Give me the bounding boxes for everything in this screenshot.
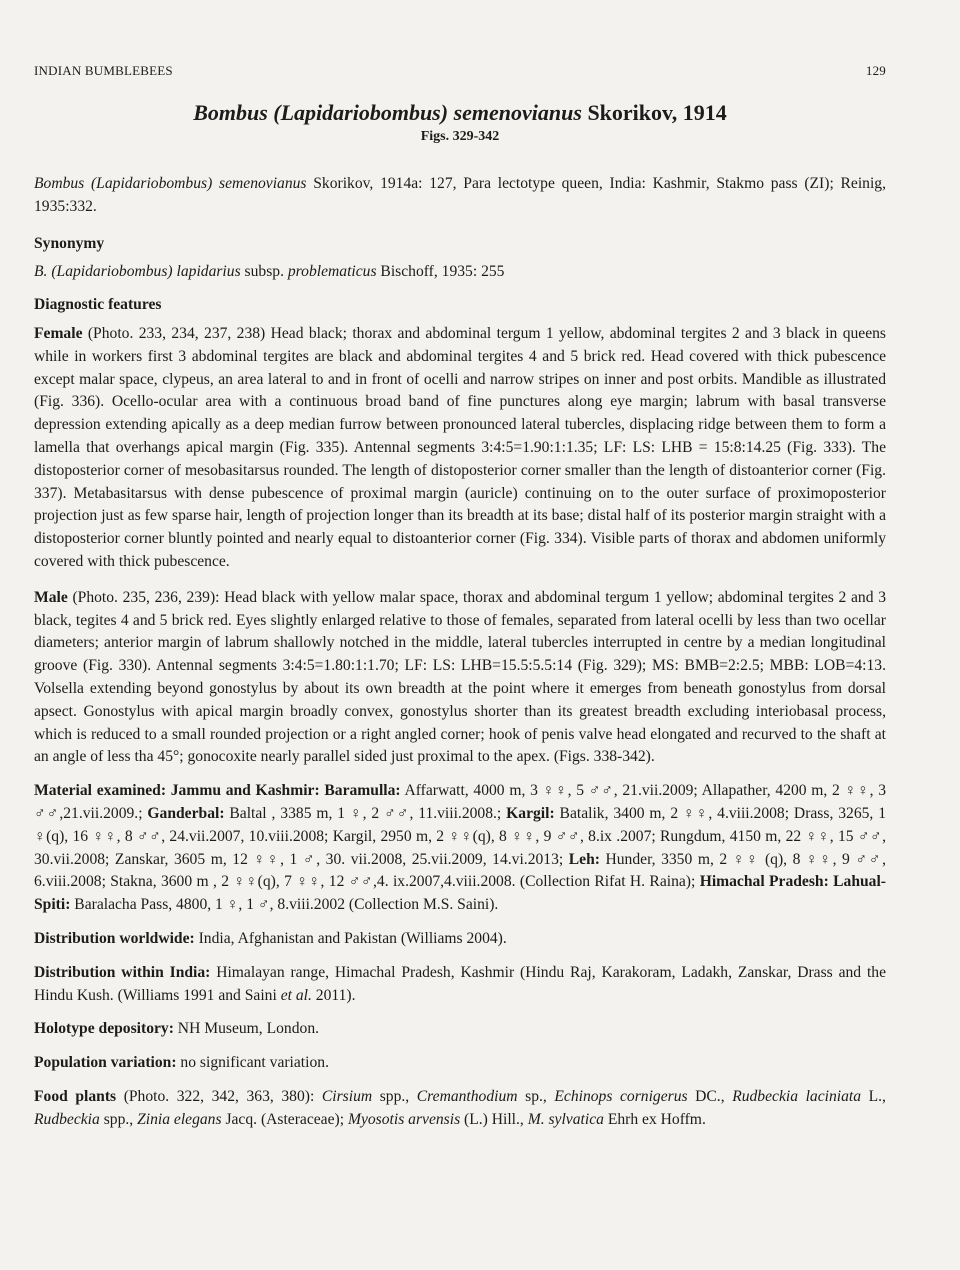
running-header [34, 63, 886, 79]
article-body [34, 173, 886, 1131]
holotype-label: Holotype depository: [34, 1020, 174, 1038]
plant-name: Rudbeckia [34, 1110, 100, 1128]
material-text: Baralacha Pass, 4800, 1 ♀, 1 ♂, 8.viii.2002 (Collection M.S. Saini). [70, 896, 499, 914]
food-text: (Photo. 322, 342, 363, 380): [116, 1087, 322, 1105]
plant-name: Cirsium [321, 1087, 373, 1105]
distribution-india-label: Distribution within India: [34, 963, 211, 981]
holotype-paragraph [34, 1018, 886, 1041]
plant-name: Echinops cornigerus [554, 1087, 688, 1105]
title-subgenus: (Lapidariobombus) [273, 100, 449, 125]
material-text: Batalik, 3400 m, 2 ♀♀, 4.viii.2008; Drass, 3265, 1 ♀(q), 16 ♀♀, 8 ♂♂, 24.vii.2007, 10.viii.2008; Kargil, 2950 m, 2 ♀♀(q), 8 ♀♀, 9 ♂♂, 8.ix .2007; Rungdum, 4150 m, 22 ♀♀, 15 ♂♂, 30.vii.2008; Zanskar, 3605 m, 12 ♀♀, 1 ♂, 30. vii.2008, 25.vii.2009, 14.vi.2013; [34, 804, 886, 868]
species-title [34, 100, 886, 126]
material-text: Baltal , 3385 m, 1 ♀, 2 ♂♂, 11.viii.2008.; [224, 804, 507, 822]
title-genus: Bombus [193, 100, 268, 125]
male-label: Male [34, 588, 68, 606]
male-paragraph [34, 587, 886, 769]
synonymy-name: B. (Lapidariobombus) lapidarius [34, 263, 241, 281]
distribution-worldwide-text: India, Afghanistan and Pakistan (Williams 2004). [194, 929, 507, 947]
material-text: Hunder, 3350 m, 2 ♀♀ (q), 8 ♀♀, 9 ♂♂, 6.viii.2008; Stakna, 3600 m , 2 ♀♀(q), 7 ♀♀, 12 ♂♂,4. ix.2007,4.viii.2008. (Collection Rifat H. Raina); [34, 850, 886, 891]
running-title: INDIAN BUMBLEBEES [34, 63, 173, 78]
synonymy-heading: Synonymy [34, 234, 105, 252]
figure-reference: Figs. 329-342 [420, 129, 500, 144]
food-text: spp., [99, 1110, 138, 1128]
food-plants-label: Food plants [34, 1087, 117, 1105]
female-paragraph [34, 323, 886, 574]
plant-name: Cremanthodium [416, 1087, 518, 1105]
female-label: Female [34, 324, 83, 342]
material-leh: Leh: [568, 850, 600, 868]
food-text: sp., [517, 1087, 555, 1105]
synonymy-paragraph [34, 261, 886, 284]
synonymy-text: subsp. [240, 263, 288, 281]
food-text: DC., [687, 1087, 733, 1105]
food-text: (L.) Hill., [460, 1110, 528, 1128]
material-kargil: Kargil: [506, 804, 555, 822]
food-plants-paragraph [34, 1086, 886, 1132]
distribution-worldwide [34, 928, 886, 951]
title-author: Skorikov, 1914 [587, 100, 727, 125]
page-number: 129 [865, 63, 886, 78]
plant-name: Zinia elegans [137, 1110, 222, 1128]
synonymy-author: Bischoff, 1935: 255 [376, 263, 505, 281]
female-text: (Photo. 233, 234, 237, 238) Head black; thorax and abdominal tergum 1 yellow, abdominal tergites 2 and 3 black in queens while in workers first 3 abdominal tergites are black and abdominal tergites 4 and 5 brick red. Head covered with thick pubescence except malar space, clypeus, an area lateral to and in front of ocelli and narrow stripes on inner and post orbits. Mandible as illustrated (Fig. 336). Ocello-ocular area with a continuous broad band of fine punctures along eye margin; labrum with basal transverse depression extending apically as a deep median furrow between pronounced lateral tubercles, displacing ridge between them to form a lamella that overhangs apical margin (Fig. 335). Antennal segments 3:4:5=1.90:1:1.35; LF: LS: LHB = 15:8:14.25 (Fig. 333). The distoposterior corner of mesobasitarsus rounded. The length of distoposterior corner smaller than the length of distoanterior corner (Fig. 337). Metabasitarsus with dense pubescence of proximal margin (auricle) continuing on to the outer surface of proximoposterior projection just as few sparse hair, length of projection longer than its breadth at its base; distal half of its posterior margin straight with a distoposterior corner bluntly pointed and nearly equal to distoanterior corner (Fig. 334). Visible parts of thorax and abdomen uniformly covered with thick pubescence. [34, 324, 886, 570]
material-label: Material examined: Jammu and Kashmir: Baramulla: [34, 782, 401, 800]
male-text: (Photo. 235, 236, 239): Head black with yellow malar space, thorax and abdominal tergum 1 yellow; abdominal tergites 2 and 3 black, tegites 4 and 5 brick red. Eyes slightly enlarged relative to those of females, separated from lateral ocelli by less than two ocellar diameters; anterior margin of labrum shallowly notched in the middle, lateral tubercles interrupted in centre by a median longitudinal groove (Fig. 330). Antennal segments 3:4:5=1.80:1:1.70; LF: LS: LHB=15.5:5.5:14 (Fig. 329); MS: BMB=2:2.5; MBB: LOB=4:13. Volsella extending beyond gonostylus by about its own breadth at the point where it emerges from beneath gonostylus from dorsal apsect. Gonostylus with apical margin broadly convex, gonostylus shorter than its greatest breadth excluding interiobasal process, which is reduced to a small rounded projection or a right angled corner; hook of penis valve head elongated and recurved to the shaft at an angle of less tha 45°; gonocoxite nearly parallel sided just proximal to the apex. (Figs. 338-342). [34, 588, 886, 766]
population-paragraph [34, 1052, 886, 1075]
food-text: Ehrh ex Hoffm. [603, 1110, 706, 1128]
material-paragraph [34, 780, 886, 917]
plant-name: Rudbeckia laciniata [732, 1087, 862, 1105]
plant-name: M. sylvatica [527, 1110, 604, 1128]
food-text: L., [861, 1087, 886, 1105]
holotype-text: NH Museum, London. [173, 1020, 320, 1038]
distribution-india-text: 2011). [311, 986, 356, 1004]
food-text: Jacq. (Asteraceae); [221, 1110, 348, 1128]
food-text: spp., [372, 1087, 417, 1105]
material-himachal: Himachal Pradesh: Lahual-Spiti: [34, 873, 886, 914]
distribution-india [34, 962, 886, 1008]
citation-paragraph [34, 173, 886, 219]
population-label: Population variation: [34, 1054, 177, 1072]
citation-text: Skorikov, 1914a: 127, Para lectotype queen, India: Kashmir, Stakmo pass (ZI); Reinig, 1935:332. [34, 175, 886, 215]
citation-name: Bombus (Lapidariobombus) semenovianus [34, 175, 307, 192]
population-text: no significant variation. [176, 1054, 329, 1072]
species-title-block [34, 100, 886, 145]
material-ganderbal: Ganderbal: [147, 804, 225, 822]
distribution-worldwide-label: Distribution worldwide: [34, 929, 195, 947]
material-text: Affarwatt, 4000 m, 3 ♀♀, 5 ♂♂, 21.vii.2009; Allapather, 4200 m, 2 ♀♀, 3 ♂♂,21.vii.2009.; [34, 782, 886, 822]
distribution-india-text: Himalayan range, Himachal Pradesh, Kashmir (Hindu Raj, Karakoram, Ladakh, Zanskar, Drass and the Hindu Kush. (Williams 1991 and Saini [34, 963, 886, 1004]
et-al: et al. [280, 986, 312, 1004]
title-species: semenovianus [453, 100, 582, 125]
diagnostic-heading: Diagnostic features [34, 296, 162, 314]
synonymy-subspecies: problematicus [287, 263, 377, 281]
plant-name: Myosotis arvensis [347, 1110, 461, 1128]
